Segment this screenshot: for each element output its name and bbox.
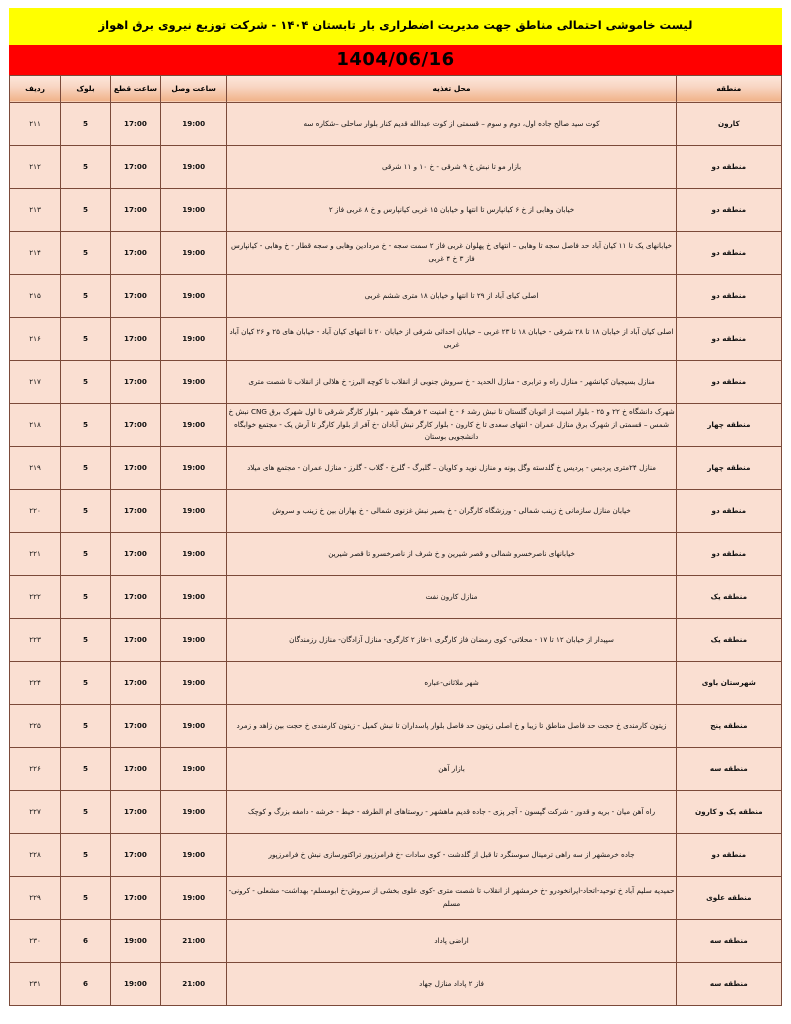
cell-index: ۲۱۹ (10, 446, 61, 489)
cell-restore-time: 21:00 (160, 962, 227, 1005)
cell-restore-time: 19:00 (160, 747, 227, 790)
cell-restore-time: 19:00 (160, 575, 227, 618)
cell-restore-time: 19:00 (160, 489, 227, 532)
cell-block: 5 (61, 532, 111, 575)
cell-cut-time: 19:00 (110, 919, 160, 962)
cell-block: 5 (61, 661, 111, 704)
cell-restore-time: 19:00 (160, 532, 227, 575)
cell-block: 5 (61, 188, 111, 231)
column-header-restore-time: ساعت وصل (160, 75, 227, 102)
cell-address: شهر ملاثانی-عباره (227, 661, 676, 704)
cell-address: جاده خرمشهر از سه راهی ترمینال سوسنگرد تا قبل از گلدشت - کوی سادات -خ فرامرزپور تراکتورسازی نبش خ فرامرزپور (227, 833, 676, 876)
cell-address: خیابانهای یک تا ۱۱ کیان آباد حد فاصل سجه تا وهابی – انتهای خ پهلوان غربی فاز ۲ سمت سجه - خ مردادین وهابی و سجه قطار - خ وهابی - کیانپارس فاز ۳ خ ۴ غربی (227, 231, 676, 274)
table-row (10, 317, 782, 360)
cell-cut-time: 17:00 (110, 317, 160, 360)
cell-restore-time: 19:00 (160, 618, 227, 661)
cell-region: منطقه دو (676, 274, 781, 317)
cell-index: ۲۱۱ (10, 102, 61, 145)
table-row (10, 790, 782, 833)
cell-region: منطقه سه (676, 919, 781, 962)
table-row (10, 919, 782, 962)
table-row (10, 747, 782, 790)
cell-restore-time: 19:00 (160, 403, 227, 446)
cell-region: منطقه علوی (676, 876, 781, 919)
cell-restore-time: 19:00 (160, 704, 227, 747)
cell-region: منطقه یک (676, 618, 781, 661)
table-row (10, 145, 782, 188)
cell-cut-time: 17:00 (110, 876, 160, 919)
cell-cut-time: 17:00 (110, 403, 160, 446)
table-row (10, 575, 782, 618)
schedule-date-banner: 1404/06/16 (9, 45, 782, 75)
cell-cut-time: 17:00 (110, 661, 160, 704)
cell-restore-time: 19:00 (160, 231, 227, 274)
cell-index: ۲۲۸ (10, 833, 61, 876)
cell-address: اصلی کیای آباد از ۲۹ تا انتها و خیابان ۱۸ متری ششم غربی (227, 274, 676, 317)
cell-address: کوت سید صالح جاده اول، دوم و سوم – قسمتی از کوت عبدالله قدیم کنار بلوار ساحلی –شکاره سه (227, 102, 676, 145)
table-row (10, 274, 782, 317)
cell-index: ۲۲۹ (10, 876, 61, 919)
cell-address: منازل ۲۴متری پردیس - پردیس خ گلدسته وگل پونه و منازل نوید و کاویان – گلبرگ - گلرخ - گلاب - گلرز - منازل عمران - مجتمع های میلاد (227, 446, 676, 489)
cell-region: منطقه دو (676, 231, 781, 274)
cell-address: منازل بسیجیان کیانشهر - منازل راه و ترابری - منازل الحدید - خ سروش جنوبی از انقلاب تا کوچه البرز- خ هلالی از انقلاب تا شصت متری (227, 360, 676, 403)
cell-block: 5 (61, 274, 111, 317)
cell-region: منطقه دو (676, 145, 781, 188)
cell-index: ۲۲۵ (10, 704, 61, 747)
cell-region: منطقه یک (676, 575, 781, 618)
cell-cut-time: 17:00 (110, 790, 160, 833)
cell-index: ۲۳۱ (10, 962, 61, 1005)
cell-address: حمیدیه سلیم آباد خ توحید-اتحاد-ایرانخودرو -خ خرمشهر از انقلاب تا شصت متری -کوی علوی بخشی از سروش-خ ابومسلم- بهداشت- مشعلی - کرونی-مسلم (227, 876, 676, 919)
cell-address: بازار مو تا نبش خ ۹ شرقی - خ ۱۰ و ۱۱ شرقی (227, 145, 676, 188)
cell-block: 5 (61, 489, 111, 532)
cell-block: 5 (61, 704, 111, 747)
cell-cut-time: 17:00 (110, 102, 160, 145)
table-row (10, 102, 782, 145)
table-row (10, 661, 782, 704)
column-header-region: منطقه (676, 75, 781, 102)
cell-restore-time: 19:00 (160, 102, 227, 145)
cell-restore-time: 19:00 (160, 360, 227, 403)
table-row (10, 403, 782, 446)
cell-cut-time: 17:00 (110, 274, 160, 317)
table-row (10, 876, 782, 919)
cell-cut-time: 17:00 (110, 489, 160, 532)
cell-region: شهرستان باوی (676, 661, 781, 704)
cell-block: 5 (61, 618, 111, 661)
table-body (10, 102, 782, 1005)
cell-address: راه آهن میان - بریه و قدور - شرکت گپسون - آجر پزی - جاده قدیم ماهشهر - روستاهای ام الطرفه - خیط - خرشه - دامغه بزرگ و کوچک (227, 790, 676, 833)
cell-restore-time: 19:00 (160, 274, 227, 317)
column-header-block: بلوک (61, 75, 111, 102)
cell-block: 5 (61, 231, 111, 274)
cell-index: ۲۲۲ (10, 575, 61, 618)
column-header-cut-time: ساعت قطع (110, 75, 160, 102)
table-row (10, 833, 782, 876)
cell-cut-time: 17:00 (110, 532, 160, 575)
cell-address: منازل کارون نفت (227, 575, 676, 618)
cell-restore-time: 19:00 (160, 833, 227, 876)
cell-region: منطقه چهار (676, 403, 781, 446)
cell-index: ۲۱۶ (10, 317, 61, 360)
cell-address: خیابانهای ناصرخسرو شمالی و قصر شیرین و خ شرف از ناصرخسرو تا قصر شیرین (227, 532, 676, 575)
cell-region: منطقه چهار (676, 446, 781, 489)
cell-cut-time: 17:00 (110, 188, 160, 231)
cell-region: منطقه پنج (676, 704, 781, 747)
cell-block: 5 (61, 747, 111, 790)
cell-region: منطقه دو (676, 360, 781, 403)
cell-cut-time: 17:00 (110, 145, 160, 188)
cell-address: زیتون کارمندی خ حجت حد فاصل مناطق تا زیبا و خ اصلی زیتون حد فاصل بلوار پاسداران تا نبش کمیل - زیتون کارمندی خ حجت بین زاهد و زمرد (227, 704, 676, 747)
table-row (10, 360, 782, 403)
cell-restore-time: 19:00 (160, 876, 227, 919)
table-row (10, 962, 782, 1005)
cell-index: ۲۲۷ (10, 790, 61, 833)
cell-block: 5 (61, 575, 111, 618)
cell-restore-time: 19:00 (160, 661, 227, 704)
cell-index: ۲۲۴ (10, 661, 61, 704)
cell-region: منطقه سه (676, 962, 781, 1005)
cell-block: 5 (61, 360, 111, 403)
cell-block: 5 (61, 446, 111, 489)
table-row (10, 532, 782, 575)
table-row (10, 188, 782, 231)
cell-cut-time: 17:00 (110, 360, 160, 403)
cell-block: 5 (61, 145, 111, 188)
cell-block: 5 (61, 403, 111, 446)
table-row (10, 231, 782, 274)
cell-restore-time: 19:00 (160, 790, 227, 833)
cell-address: سپیدار از خیابان ۱۲ تا ۱۷ - محلاتی- کوی رمضان فاز کارگری ۱-فاز ۲ کارگری- منازل آزادگان- منازل رزمندگان (227, 618, 676, 661)
cell-block: 5 (61, 102, 111, 145)
cell-restore-time: 19:00 (160, 446, 227, 489)
cell-address: اراضی پاداد (227, 919, 676, 962)
cell-index: ۲۱۴ (10, 231, 61, 274)
cell-cut-time: 17:00 (110, 618, 160, 661)
cell-restore-time: 19:00 (160, 317, 227, 360)
cell-address: فاز ۲ پاداد منازل جهاد (227, 962, 676, 1005)
cell-block: 6 (61, 962, 111, 1005)
cell-block: 5 (61, 876, 111, 919)
cell-block: 5 (61, 317, 111, 360)
cell-index: ۲۲۶ (10, 747, 61, 790)
cell-region: منطقه دو (676, 317, 781, 360)
column-header-index: ردیف (10, 75, 61, 102)
cell-index: ۲۲۰ (10, 489, 61, 532)
table-row (10, 618, 782, 661)
cell-index: ۲۱۸ (10, 403, 61, 446)
cell-restore-time: 21:00 (160, 919, 227, 962)
cell-address: خیابان منازل سازمانی خ زینب شمالی - ورزشگاه کارگران - خ بصیر نبش غزنوی شمالی - خ بهاران بین خ زینب و سروش (227, 489, 676, 532)
cell-index: ۲۱۷ (10, 360, 61, 403)
cell-index: ۲۲۱ (10, 532, 61, 575)
cell-region: منطقه سه (676, 747, 781, 790)
cell-cut-time: 17:00 (110, 704, 160, 747)
cell-index: ۲۳۰ (10, 919, 61, 962)
cell-cut-time: 17:00 (110, 747, 160, 790)
outage-schedule-table (9, 75, 782, 1006)
cell-block: 5 (61, 833, 111, 876)
cell-region: منطقه دو (676, 489, 781, 532)
cell-address: خیابان وهابی از خ ۶ کیانپارس تا انتها و خیابان ۱۵ غربی کیانپارس و خ ۸ غربی فاز ۲ (227, 188, 676, 231)
cell-cut-time: 17:00 (110, 575, 160, 618)
cell-cut-time: 17:00 (110, 231, 160, 274)
cell-cut-time: 19:00 (110, 962, 160, 1005)
cell-restore-time: 19:00 (160, 145, 227, 188)
table-row (10, 489, 782, 532)
cell-block: 5 (61, 790, 111, 833)
cell-address: شهرک دانشگاه خ ۲۲ و ۲۵ - بلوار امنیت از اتوبان گلستان تا نبش رشد ۶ - خ امنیت ۲ فرهنگ شهر - بلوار کارگر شرقی تا اول شهرک برق CNG نبش خ شمس – قسمتی از شهرک برق منازل عمران - انتهای سعدی تا خ کارون - بلوار کارگر نبش آبادان -خ آفر از بلوار کارگر تا آرش یک - مجتمع خوابگاه دانشجویی بوستان (227, 403, 676, 446)
cell-region: منطقه دو (676, 833, 781, 876)
page-title-banner: لیست خاموشی احتمالی مناطق جهت مدیریت اضطراری بار تابستان ۱۴۰۴ - شرکت توزیع نیروی برق اهواز (9, 8, 782, 45)
cell-index: ۲۱۵ (10, 274, 61, 317)
cell-index: ۲۱۲ (10, 145, 61, 188)
cell-cut-time: 17:00 (110, 833, 160, 876)
column-header-address: محل تغذیه (227, 75, 676, 102)
cell-restore-time: 19:00 (160, 188, 227, 231)
cell-cut-time: 17:00 (110, 446, 160, 489)
cell-index: ۲۲۳ (10, 618, 61, 661)
cell-block: 6 (61, 919, 111, 962)
table-header-row (10, 75, 782, 102)
cell-index: ۲۱۳ (10, 188, 61, 231)
table-row (10, 704, 782, 747)
cell-region: کارون (676, 102, 781, 145)
cell-region: منطقه دو (676, 532, 781, 575)
table-row (10, 446, 782, 489)
cell-region: منطقه یک و کارون (676, 790, 781, 833)
cell-address: اصلی کیان آباد از خیابان ۱۸ تا ۲۸ شرقی - خیابان ۱۸ تا ۲۳ غربی – خیابان احداثی شرقی از خیابان ۲۰ تا انتهای کیان آباد - خیابان های ۲۵ و ۲۶ کیان آباد غربی (227, 317, 676, 360)
cell-address: بازار آهن (227, 747, 676, 790)
cell-region: منطقه دو (676, 188, 781, 231)
